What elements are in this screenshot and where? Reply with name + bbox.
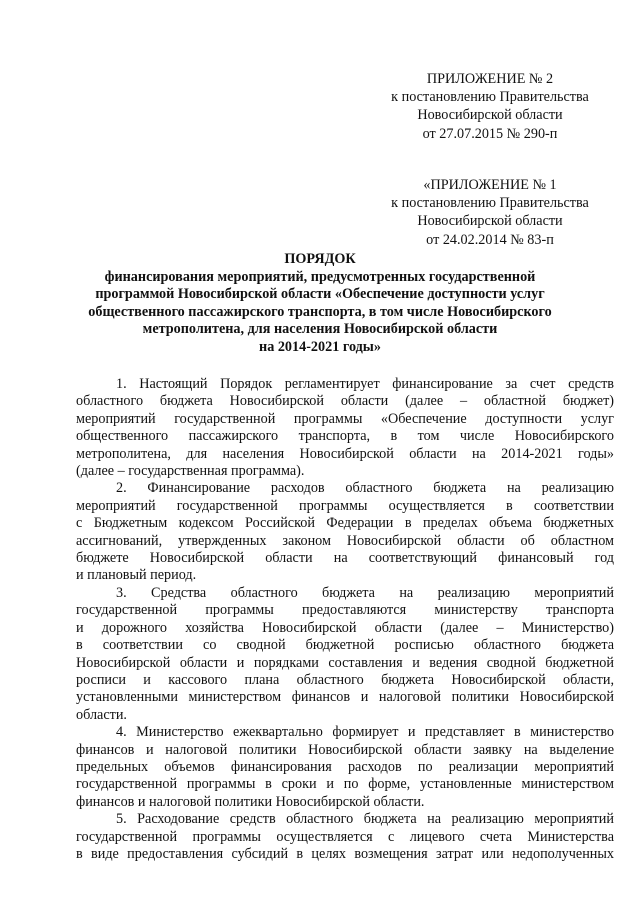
appendix-1-line: от 24.02.2014 № 83-п: [426, 231, 554, 248]
title-line: общественного пассажирского транспорта, в том числе Новосибирского: [88, 303, 552, 320]
paragraph-line: бюджете Новосибирской области на соответствующий финансовый год: [76, 550, 614, 567]
paragraph-line: росписи и кассового плана областного бюджета Новосибирской области,: [76, 671, 614, 688]
paragraph-line: с Бюджетным кодексом Российской Федерации в пределах объема бюджетных: [76, 515, 614, 532]
paragraph-line: мероприятий государственной программы «Обеспечение доступности услуг: [76, 410, 614, 427]
paragraph-line: государственной программы осуществляется с лицевого счета Министерства: [76, 828, 614, 845]
paragraph-line: мероприятий государственной программы осуществляется в соответствии: [76, 497, 614, 514]
paragraph-line: государственной программы в сроки и по форме, установленные министерством: [76, 776, 614, 793]
paragraph-4: [76, 724, 614, 811]
title-line: на 2014-2021 годы»: [259, 338, 381, 355]
paragraph-line: 3. Средства областного бюджета на реализацию мероприятий: [116, 584, 614, 601]
paragraph-line: финансов и налоговой политики Новосибирской области.: [76, 793, 425, 810]
appendix-2-line: Новосибирской области: [417, 107, 563, 124]
title-line: финансирования мероприятий, предусмотренных государственной: [104, 268, 536, 285]
paragraph-line: 1. Настоящий Порядок регламентирует финансирование за счет средств: [116, 376, 614, 392]
paragraph-line: общественного пассажирского транспорта, в том числе Новосибирского: [76, 428, 614, 445]
paragraph-line: области.: [76, 706, 127, 723]
paragraph-line: и дорожного хозяйства Новосибирской области (далее – Министерство): [76, 619, 614, 636]
appendix-1-line: «ПРИЛОЖЕНИЕ № 1: [423, 177, 557, 193]
paragraph-line: в соответствии со сводной бюджетной росписью областного бюджета: [76, 637, 614, 654]
paragraph-line: установленными министерством финансов и налоговой политики Новосибирской: [76, 689, 614, 706]
paragraph-line: предельных объемов финансирования расходов по реализации мероприятий: [76, 758, 614, 775]
title-line: ПОРЯДОК: [284, 251, 356, 267]
appendix-2-line: от 27.07.2015 № 290-п: [422, 125, 558, 142]
paragraph-line: государственной программы предоставляются министерству транспорта: [76, 602, 614, 619]
paragraph-line: (далее – государственная программа).: [76, 463, 305, 480]
paragraph-line: метрополитена, для населения Новосибирской области на 2014-2021 годы»: [76, 445, 614, 462]
paragraph-line: и плановый период.: [76, 567, 197, 584]
paragraph-3: [76, 585, 614, 724]
paragraph-line: областного бюджета Новосибирской области (далее – областной бюджет): [76, 393, 614, 410]
appendix-2-line: ПРИЛОЖЕНИЕ № 2: [426, 71, 554, 87]
appendix-1-line: к постановлению Правительства: [391, 195, 589, 212]
appendix-1-header: [380, 176, 600, 249]
appendix-1-line: Новосибирской области: [417, 213, 563, 230]
paragraph-line: 5. Расходование средств областного бюджета на реализацию мероприятий: [116, 811, 614, 828]
document-title: [60, 251, 580, 356]
appendix-2-header: [380, 70, 600, 143]
paragraph-line: в виде предоставления субсидий в целях возмещения затрат или недополученных: [76, 845, 614, 862]
paragraph-2: [76, 480, 614, 584]
paragraph-line: Новосибирской области и порядками составления и ведения сводной бюджетной: [76, 654, 614, 671]
paragraph-line: 2. Финансирование расходов областного бюджета на реализацию: [116, 480, 614, 497]
paragraph-5: [76, 811, 614, 863]
appendix-2-line: к постановлению Правительства: [391, 89, 589, 106]
paragraph-line: финансов и налоговой политики Новосибирской области заявку на выделение: [76, 741, 614, 758]
document-body: [76, 376, 614, 863]
paragraph-line: 4. Министерство ежеквартально формирует и представляет в министерство: [116, 724, 614, 741]
title-line: метрополитена, для населения Новосибирской области: [142, 321, 498, 337]
paragraph-1: [76, 376, 614, 480]
title-line: программой Новосибирской области «Обеспечение доступности услуг: [95, 286, 545, 302]
paragraph-line: ассигнований, утвержденных законом Новосибирской области об областном: [76, 532, 614, 549]
